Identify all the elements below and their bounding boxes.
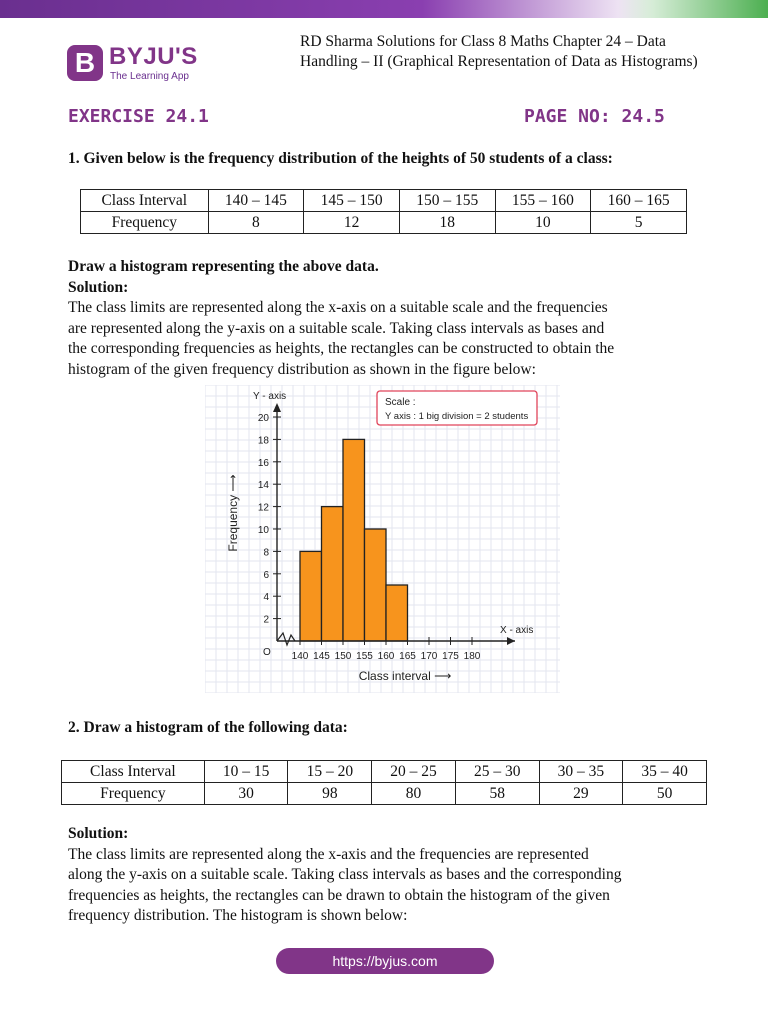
document-title — [300, 32, 750, 72]
logo-name: BYJU'S — [109, 43, 198, 70]
table-cell: Class Interval — [81, 190, 209, 212]
y-tick-label: 14 — [257, 480, 269, 492]
q1-frequency-table — [80, 189, 687, 234]
q1-solution-line: The class limits are represented along the x-axis on a suitable scale and the frequencies — [68, 299, 608, 316]
q2-solution-line: frequency distribution. The histogram is shown below: — [68, 907, 408, 924]
table-cell: 150 – 155 — [399, 190, 495, 212]
q1-solution-line: histogram of the given frequency distribution as shown in the figure below: — [68, 360, 536, 378]
q2-solution-line: The class limits are represented along the x-axis and the frequencies are represented — [68, 845, 589, 863]
x-axis-label: Class interval ⟶ — [358, 669, 452, 683]
chart-bars — [300, 439, 408, 641]
table-cell: 98 — [288, 783, 372, 805]
table-cell: Frequency — [81, 212, 209, 234]
q1-solution-line: the corresponding frequencies as heights, the rectangles can be constructed to obtain the — [68, 340, 615, 357]
table-cell: Class Interval — [62, 761, 205, 783]
origin-label: O — [263, 647, 271, 658]
table-row — [62, 761, 707, 783]
logo-tagline: The Learning App — [110, 71, 189, 82]
x-tick-label: 170 — [420, 651, 438, 662]
y-tick-label: 12 — [257, 502, 269, 514]
table-row — [81, 190, 687, 212]
table-cell: 80 — [372, 783, 456, 805]
table-row — [81, 212, 687, 234]
q1-prompt: Draw a histogram representing the above data. — [68, 258, 379, 275]
table-cell: 12 — [304, 212, 400, 234]
q2-solution-label: Solution: — [68, 825, 129, 842]
q2-solution-line: along the y-axis on a suitable scale. Taking class intervals as bases and the corresponding — [68, 866, 622, 883]
header-accent-green — [618, 0, 768, 18]
axis-break-icon — [277, 633, 295, 645]
question-2: 2. Draw a histogram of the following data: — [68, 719, 348, 736]
q2-solution — [68, 824, 708, 927]
table-cell: 5 — [591, 212, 687, 234]
table-cell: 20 – 25 — [372, 761, 456, 783]
y-tick-label: 20 — [257, 413, 269, 424]
table-cell: 29 — [539, 783, 623, 805]
x-tick-label: 155 — [356, 651, 373, 662]
y-axis-label: Frequency ⟶ — [226, 474, 240, 552]
table-cell: 10 — [495, 212, 591, 234]
table-cell: 140 – 145 — [208, 190, 304, 212]
y-tick-label: 2 — [263, 614, 269, 626]
table-cell: 160 – 165 — [591, 190, 687, 212]
page-number: PAGE NO: 24.5 — [524, 106, 665, 127]
table-cell: 30 — [204, 783, 288, 805]
table-cell: 58 — [455, 783, 539, 805]
table-cell: 35 – 40 — [623, 761, 707, 783]
document-title-line-1: RD Sharma Solutions for Class 8 Maths Chapter 24 – Data — [300, 33, 666, 50]
histogram-bar — [322, 507, 344, 641]
q2-frequency-table — [61, 760, 707, 805]
x-tick-label: 160 — [377, 651, 395, 662]
histogram-chart — [205, 385, 560, 693]
histogram-bar — [300, 551, 322, 641]
histogram-svg — [205, 385, 560, 693]
table-cell: 145 – 150 — [304, 190, 400, 212]
histogram-bar — [386, 585, 408, 641]
y-tick-label: 8 — [263, 547, 269, 559]
y-tick-label: 4 — [263, 592, 269, 604]
scale-title: Scale : — [385, 397, 416, 408]
exercise-heading: EXERCISE 24.1 — [68, 106, 209, 127]
table-cell: 15 – 20 — [288, 761, 372, 783]
x-axis-name: X - axis — [500, 625, 534, 636]
y-tick-label: 16 — [257, 457, 269, 469]
q1-solution-line: are represented along the y-axis on a suitable scale. Taking class intervals as bases and — [68, 319, 605, 337]
x-tick-label: 150 — [334, 651, 352, 662]
document-title-line-2: Handling – II (Graphical Representation of Data as Histograms) — [300, 53, 698, 70]
table-cell: 155 – 160 — [495, 190, 591, 212]
table-row — [62, 783, 707, 805]
table-cell: Frequency — [62, 783, 205, 805]
table-cell: 18 — [399, 212, 495, 234]
x-tick-label: 165 — [399, 651, 416, 662]
q1-solution — [68, 257, 708, 380]
y-axis-name: Y - axis — [253, 391, 287, 402]
scale-text: Y axis : 1 big division = 2 students — [385, 411, 529, 422]
x-tick-label: 145 — [313, 651, 330, 662]
table-cell: 50 — [623, 783, 707, 805]
y-tick-label: 18 — [257, 435, 269, 447]
question-1: 1. Given below is the frequency distribution of the heights of 50 students of a class: — [68, 150, 613, 167]
table-cell: 10 – 15 — [204, 761, 288, 783]
y-tick-label: 10 — [257, 525, 269, 536]
x-tick-label: 175 — [442, 651, 459, 662]
table-cell: 8 — [208, 212, 304, 234]
byjus-logo — [67, 43, 207, 87]
q1-solution-label: Solution: — [68, 278, 129, 296]
y-tick-label: 6 — [263, 569, 269, 581]
histogram-bar — [343, 439, 365, 641]
q2-solution-line: frequencies as heights, the rectangles can be drawn to obtain the histogram of the given — [68, 886, 610, 904]
histogram-bar — [365, 529, 387, 641]
x-tick-label: 180 — [463, 651, 481, 662]
table-cell: 30 – 35 — [539, 761, 623, 783]
x-tick-label: 140 — [291, 651, 309, 662]
logo-mark: B — [67, 45, 103, 81]
footer-link[interactable]: https://byjus.com — [276, 948, 494, 974]
table-cell: 25 – 30 — [455, 761, 539, 783]
